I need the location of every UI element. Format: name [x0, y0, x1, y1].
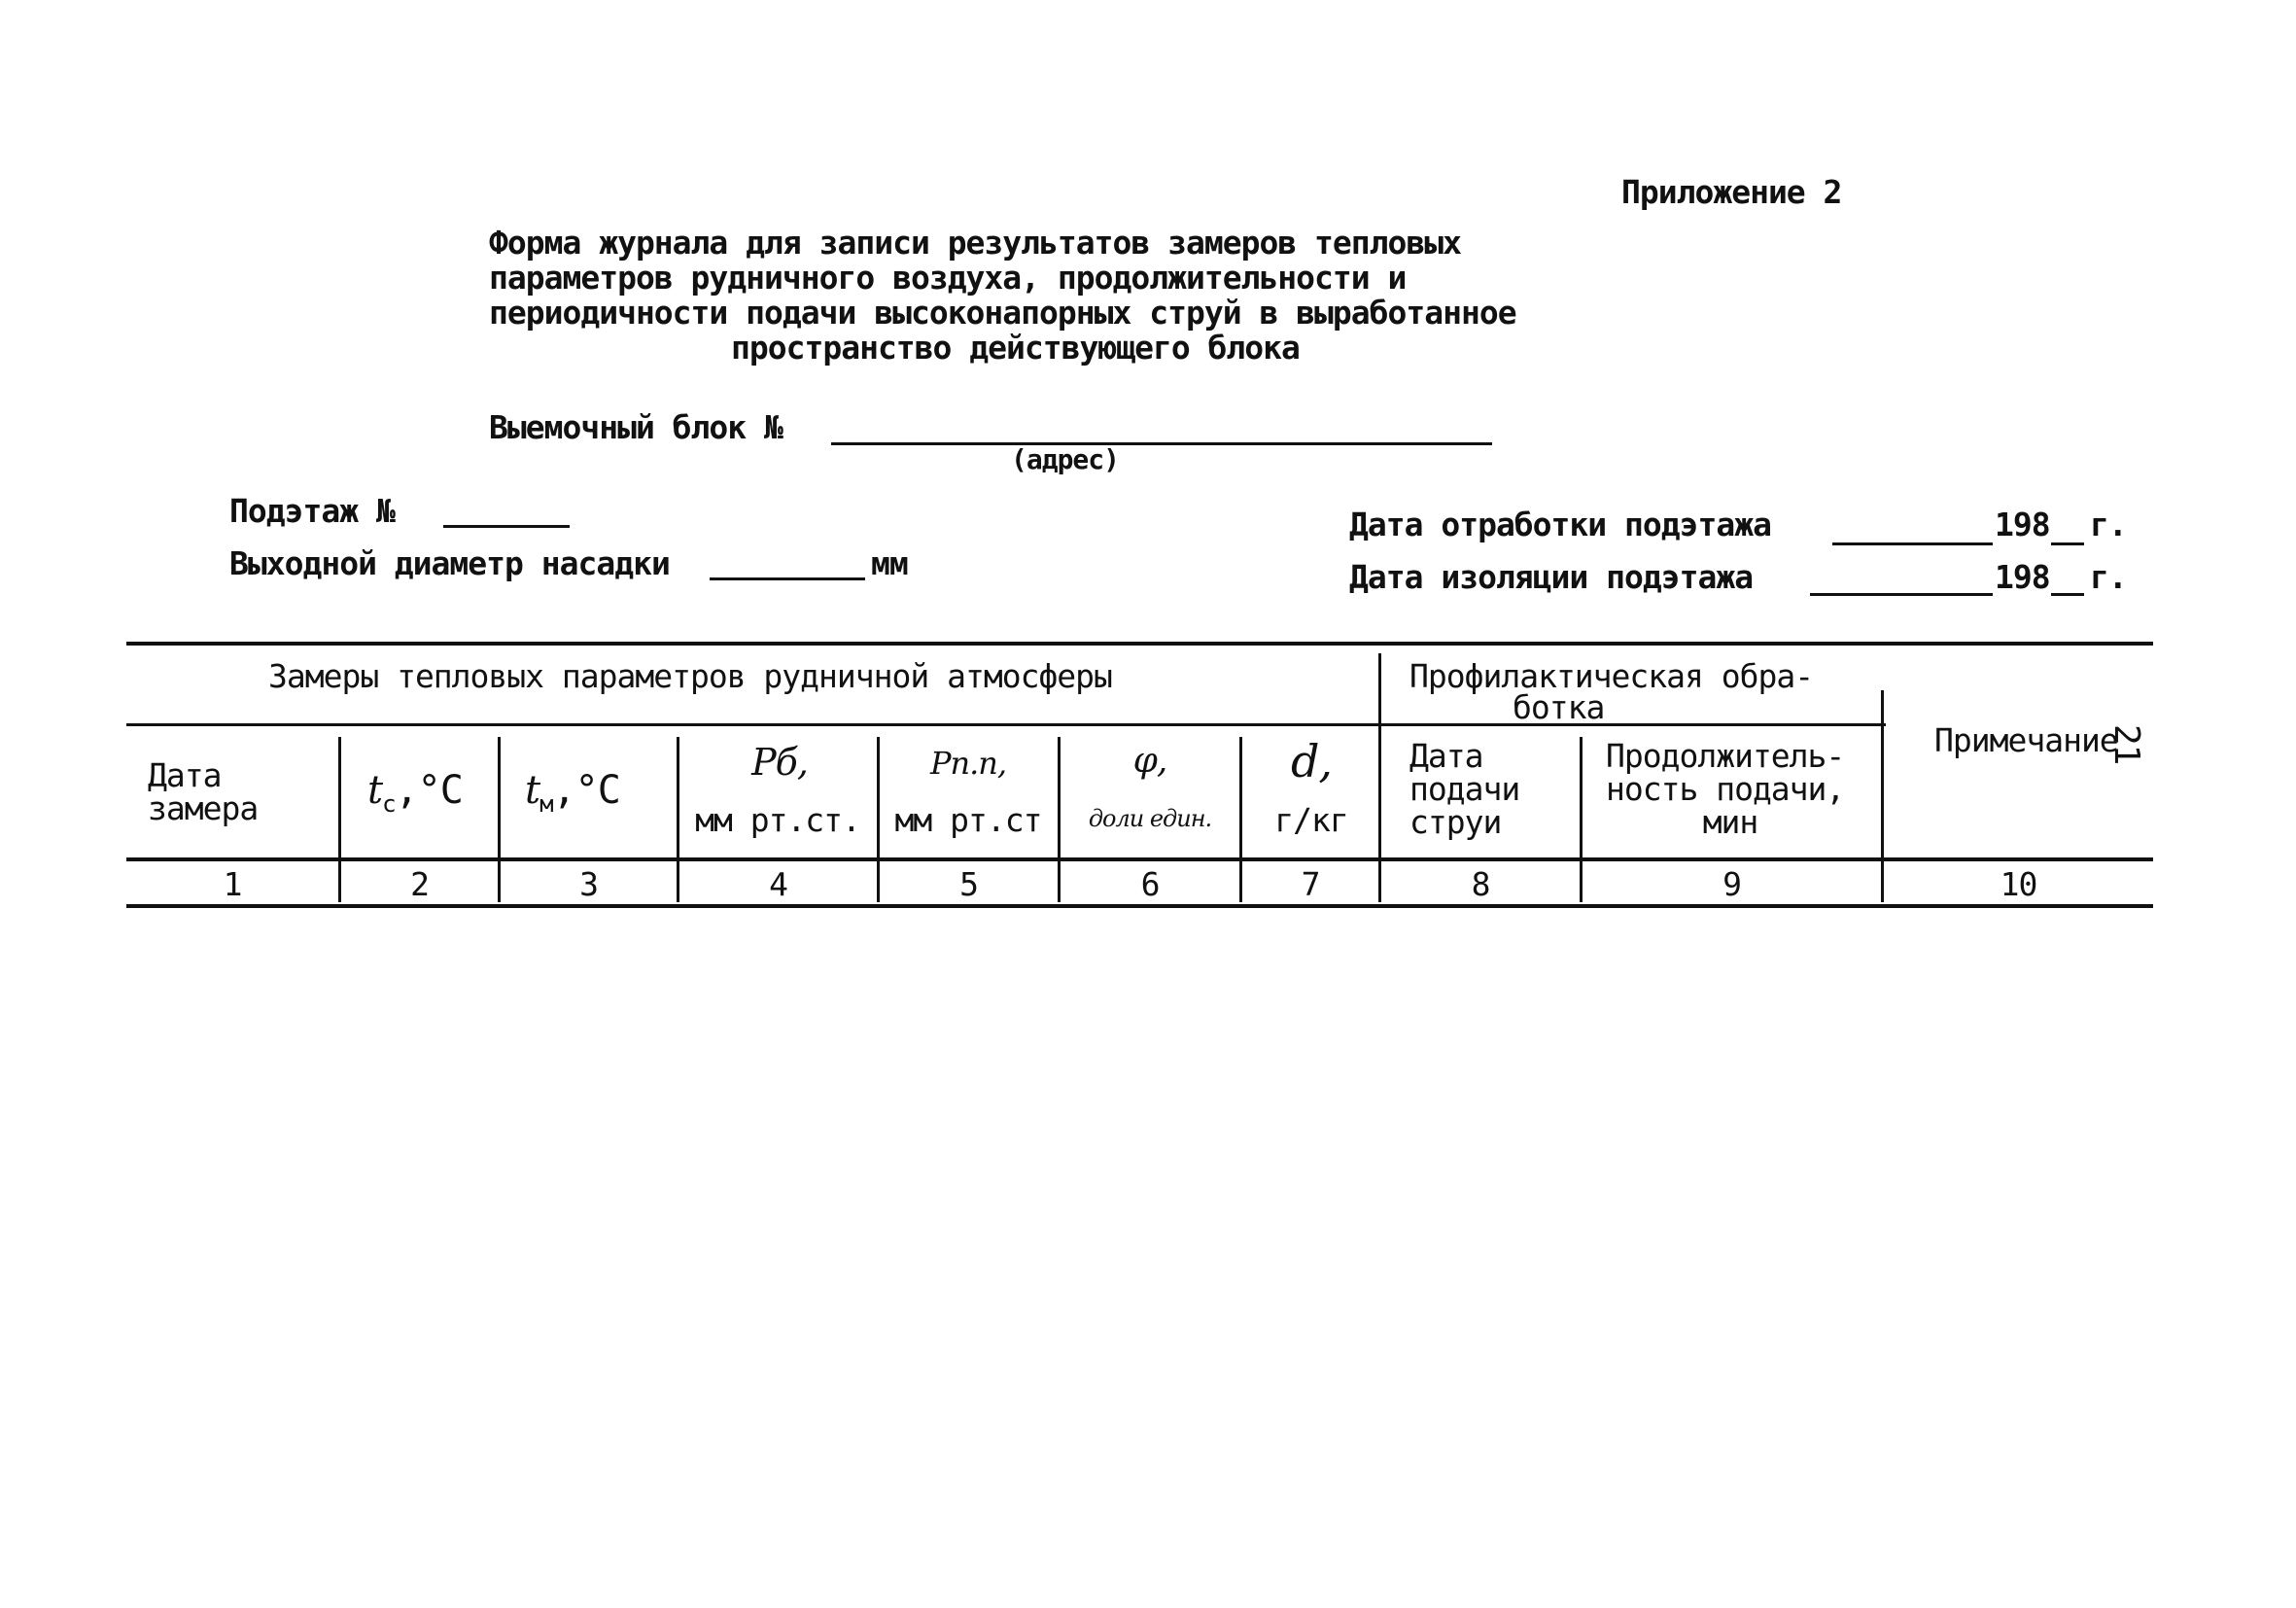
- col-header-pressure-sym: Pб,: [751, 741, 808, 784]
- worked-date-suffix: г.: [2090, 506, 2127, 543]
- col-header-duration-1: Продолжитель-: [1606, 737, 1845, 775]
- col-header-date-2: замера: [148, 789, 259, 827]
- worked-date-underline: [1832, 542, 1993, 545]
- col-header-vapor-unit: мм рт.ст: [894, 801, 1042, 839]
- group-header-measurements: Замеры тепловых параметров рудничной атмосферы: [268, 657, 1112, 695]
- col-number: 8: [1471, 865, 1490, 903]
- isolation-date-suffix: г.: [2090, 558, 2127, 596]
- group-header-prophylaxis-2: ботка: [1513, 688, 1605, 726]
- col-number: 10: [2000, 865, 2037, 903]
- worked-year-underline: [2051, 542, 2084, 545]
- col-number: 5: [959, 865, 978, 903]
- isolation-year-underline: [2051, 593, 2084, 596]
- col-header-wet-temp: [525, 768, 620, 818]
- col-header-pressure-unit: мм рт.ст.: [695, 801, 860, 839]
- col-number: 1: [223, 865, 242, 903]
- col-header-moisture-unit: г/кг: [1274, 801, 1348, 839]
- col-number: 7: [1301, 865, 1320, 903]
- worked-date-label: Дата отработки подэтажа: [1349, 506, 1771, 543]
- isolation-date-underline: [1810, 593, 1993, 596]
- sublevel-underline: [443, 525, 570, 528]
- col-header-moisture-sym: d,: [1290, 735, 1333, 787]
- col-header-vapor-sym: Pп.п,: [929, 745, 1007, 782]
- col-header-humidity-sym: φ,: [1132, 741, 1167, 781]
- table-top-rule: [126, 642, 2153, 646]
- col-number: 9: [1722, 865, 1741, 903]
- nozzle-label: Выходной диаметр насадки: [229, 544, 670, 582]
- isolation-date-year: 198: [1995, 558, 2050, 596]
- table-header-bottom-rule: [126, 857, 2153, 861]
- t-wet-unit: ,°C: [552, 768, 620, 813]
- block-label: Выемочный блок №: [489, 408, 783, 446]
- nozzle-unit: мм: [871, 544, 908, 582]
- col-header-jet-date-2: подачи: [1409, 770, 1520, 808]
- nozzle-underline: [710, 577, 865, 580]
- t-wet-sub: м: [539, 790, 553, 818]
- col-number: 4: [769, 865, 787, 903]
- title-line-4: пространство действующего блока: [731, 329, 1300, 367]
- title-line-2: параметров рудничного воздуха, продолжительности и: [489, 259, 1407, 297]
- appendix-label: Приложение 2: [1621, 173, 1842, 211]
- isolation-date-label: Дата изоляции подэтажа: [1349, 558, 1754, 596]
- block-underline: [831, 442, 1492, 445]
- col-header-duration-2: ность подачи,: [1606, 770, 1845, 808]
- col-header-duration-3: мин: [1702, 803, 1758, 841]
- col-number: 2: [410, 865, 429, 903]
- col-header-dry-temp: [367, 768, 463, 818]
- page-number: 21: [2106, 724, 2146, 765]
- col-header-jet-date-1: Дата: [1409, 737, 1483, 775]
- group-header-prophylaxis-1: Профилактическая обра-: [1409, 657, 1814, 695]
- col-number: 3: [579, 865, 598, 903]
- col-header-jet-date-3: струи: [1409, 803, 1502, 841]
- col-header-humidity-unit: доли един.: [1088, 805, 1212, 832]
- block-caption: (адрес): [1011, 443, 1120, 475]
- col-number: 6: [1140, 865, 1160, 903]
- t-wet-symbol: t: [525, 768, 540, 813]
- table-group-rule: [126, 723, 1886, 726]
- t-dry-unit: ,°C: [395, 768, 463, 813]
- table-bottom-rule: [126, 904, 2153, 908]
- col-header-date-1: Дата: [148, 756, 222, 794]
- title-line-1: Форма журнала для записи результатов замеров тепловых: [489, 224, 1461, 262]
- notes-header: Примечание: [1934, 721, 2118, 759]
- worked-date-year: 198: [1995, 506, 2050, 543]
- t-dry-sub: с: [382, 790, 396, 818]
- sublevel-label: Подэтаж №: [229, 492, 395, 530]
- title-line-3: периодичности подачи высоконапорных струй в выработанное: [489, 294, 1516, 332]
- t-dry-symbol: t: [367, 768, 383, 813]
